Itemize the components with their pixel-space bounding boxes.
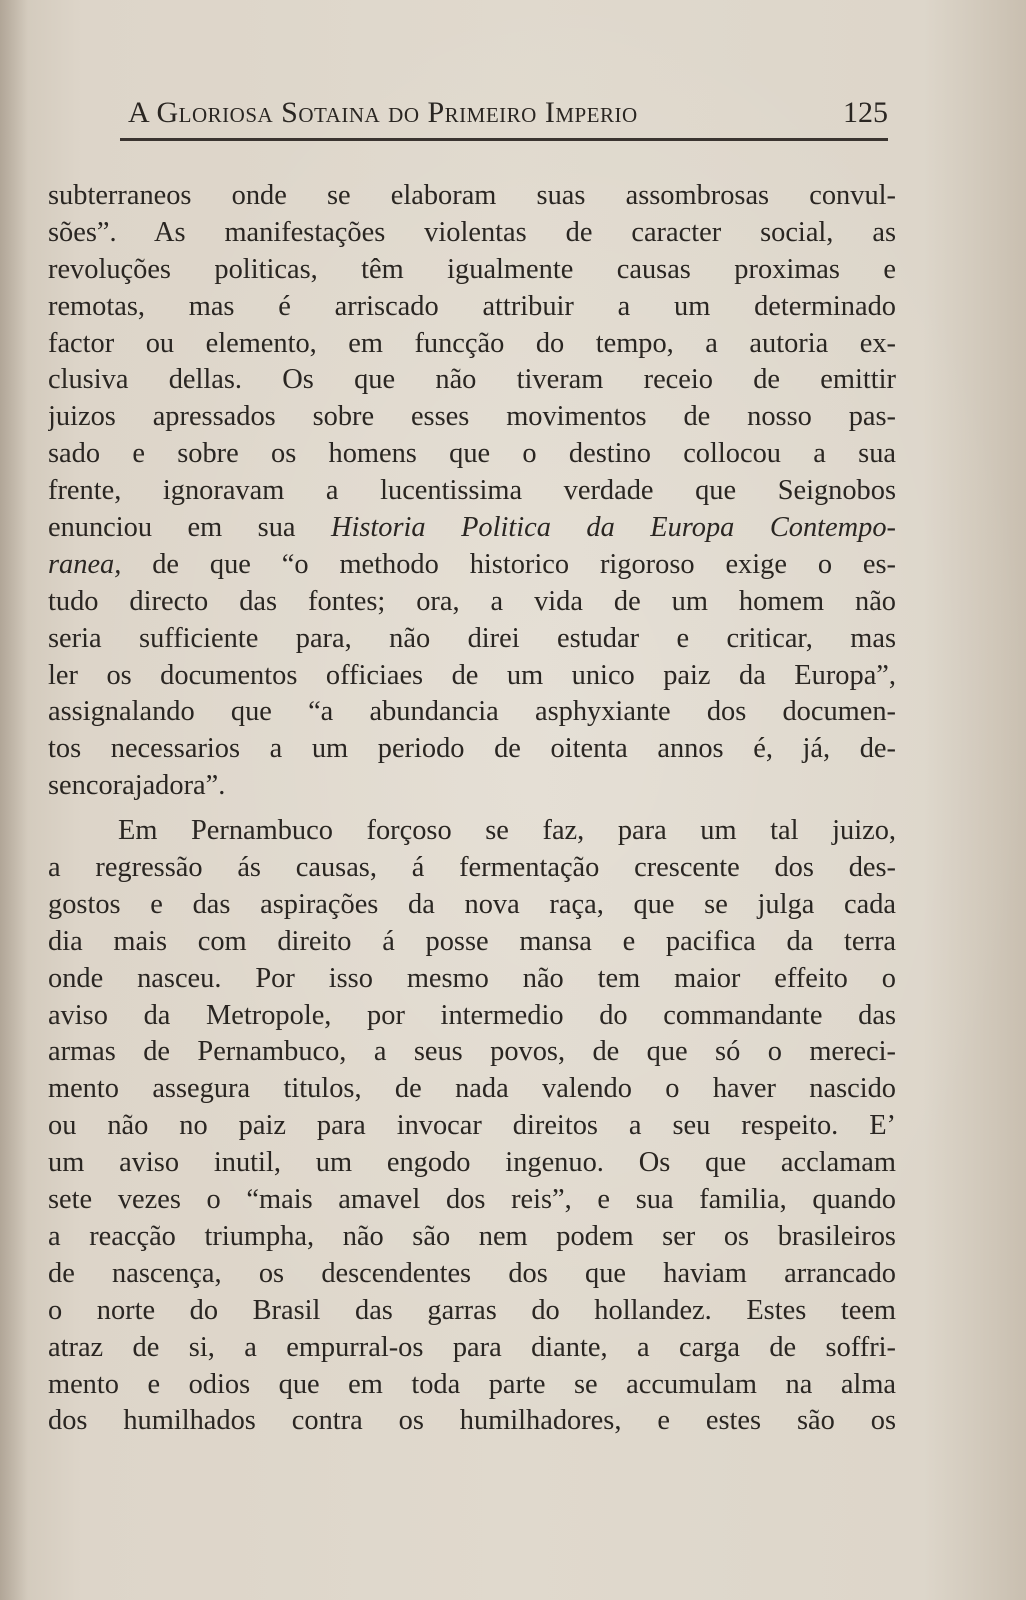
text-line: armas de Pernambuco, a seus povos, de que só o mereci- xyxy=(48,1036,896,1068)
text-span: de que “o methodo historico rigoroso exige o es- xyxy=(121,548,896,580)
text-line xyxy=(48,510,896,547)
text-line: onde nasceu. Por isso mesmo não tem maior effeito o xyxy=(48,962,896,994)
text-line: o norte do Brasil das garras do hollandez. Estes teem xyxy=(48,1294,896,1326)
text-line: atraz de si, a empurral-os para diante, a carga de soffri- xyxy=(48,1331,896,1363)
text-line: frente, ignoravam a lucentissima verdade que Seignobos xyxy=(48,475,896,507)
text-line: a reacção triumpha, não são nem podem ser os brasileiros xyxy=(48,1220,896,1252)
text-line: sões”. As manifestações violentas de caracter social, as xyxy=(48,216,896,248)
text-line: mento e odios que em toda parte se accumulam na alma xyxy=(48,1368,896,1400)
running-header xyxy=(118,92,888,142)
body-text xyxy=(48,178,896,1478)
text-line: ler os documentos officiaes de um unico paiz da Europa”, xyxy=(48,659,896,691)
running-title: A Gloriosa Sotaina do Primeiro Imperio xyxy=(128,96,638,129)
text-line: mento assegura titulos, de nada valendo o haver nascido xyxy=(48,1073,896,1105)
text-line: aviso da Metropole, por intermedio do commandante das xyxy=(48,999,896,1031)
text-line: clusiva dellas. Os que não tiveram receio de emittir xyxy=(48,364,896,396)
text-line: ou não no paiz para invocar direitos a seu respeito. E’ xyxy=(48,1110,896,1142)
text-line: revoluções politicas, têm igualmente causas proximas e xyxy=(48,253,896,285)
book-title-italic: Historia Politica da Europa Contempo- xyxy=(330,512,896,544)
text-line: juizos apressados sobre esses movimentos de nosso pas- xyxy=(48,401,896,433)
page-number: 125 xyxy=(843,96,888,129)
text-line: seria sufficiente para, não direi estudar e criticar, mas xyxy=(48,622,896,654)
text-span: enunciou em sua xyxy=(48,512,331,544)
text-line: dos humilhados contra os humilhadores, e estes são os xyxy=(48,1405,896,1437)
text-line: tudo directo das fontes; ora, a vida de um homem não xyxy=(48,585,896,617)
paragraph-gap xyxy=(48,805,896,813)
text-line: Em Pernambuco forçoso se faz, para um tal juizo, xyxy=(118,815,896,847)
text-line: tos necessarios a um periodo de oitenta annos é, já, de- xyxy=(48,733,896,765)
text-line: factor ou elemento, em funcção do tempo, a autoria ex- xyxy=(48,327,896,359)
header-rule xyxy=(120,138,888,141)
text-line: de nascença, os descendentes dos que haviam arrancado xyxy=(48,1257,896,1289)
text-line: sencorajadora”. xyxy=(48,770,226,802)
text-line: subterraneos onde se elaboram suas assombrosas convul- xyxy=(48,180,896,211)
text-line: sado e sobre os homens que o destino collocou a sua xyxy=(48,438,896,470)
text-line: sete vezes o “mais amavel dos reis”, e sua familia, quando xyxy=(48,1184,896,1216)
book-title-italic: ranea, xyxy=(48,548,122,580)
text-line: um aviso inutil, um engodo ingenuo. Os que acclamam xyxy=(48,1147,896,1179)
page-edge-shadow xyxy=(0,0,28,1600)
text-line: dia mais com direito á posse mansa e pacifica da terra xyxy=(48,925,896,957)
text-line: a regressão ás causas, á fermentação crescente dos des- xyxy=(48,852,896,884)
text-line: gostos e das aspirações da nova raça, que se julga cada xyxy=(48,888,896,920)
paragraph-2 xyxy=(48,813,896,1440)
text-line: assignalando que “a abundancia asphyxiante dos documen- xyxy=(48,696,896,728)
paragraph-1 xyxy=(48,178,896,805)
text-line: remotas, mas é arriscado attribuir a um determinado xyxy=(48,290,896,322)
text-line xyxy=(48,547,896,584)
